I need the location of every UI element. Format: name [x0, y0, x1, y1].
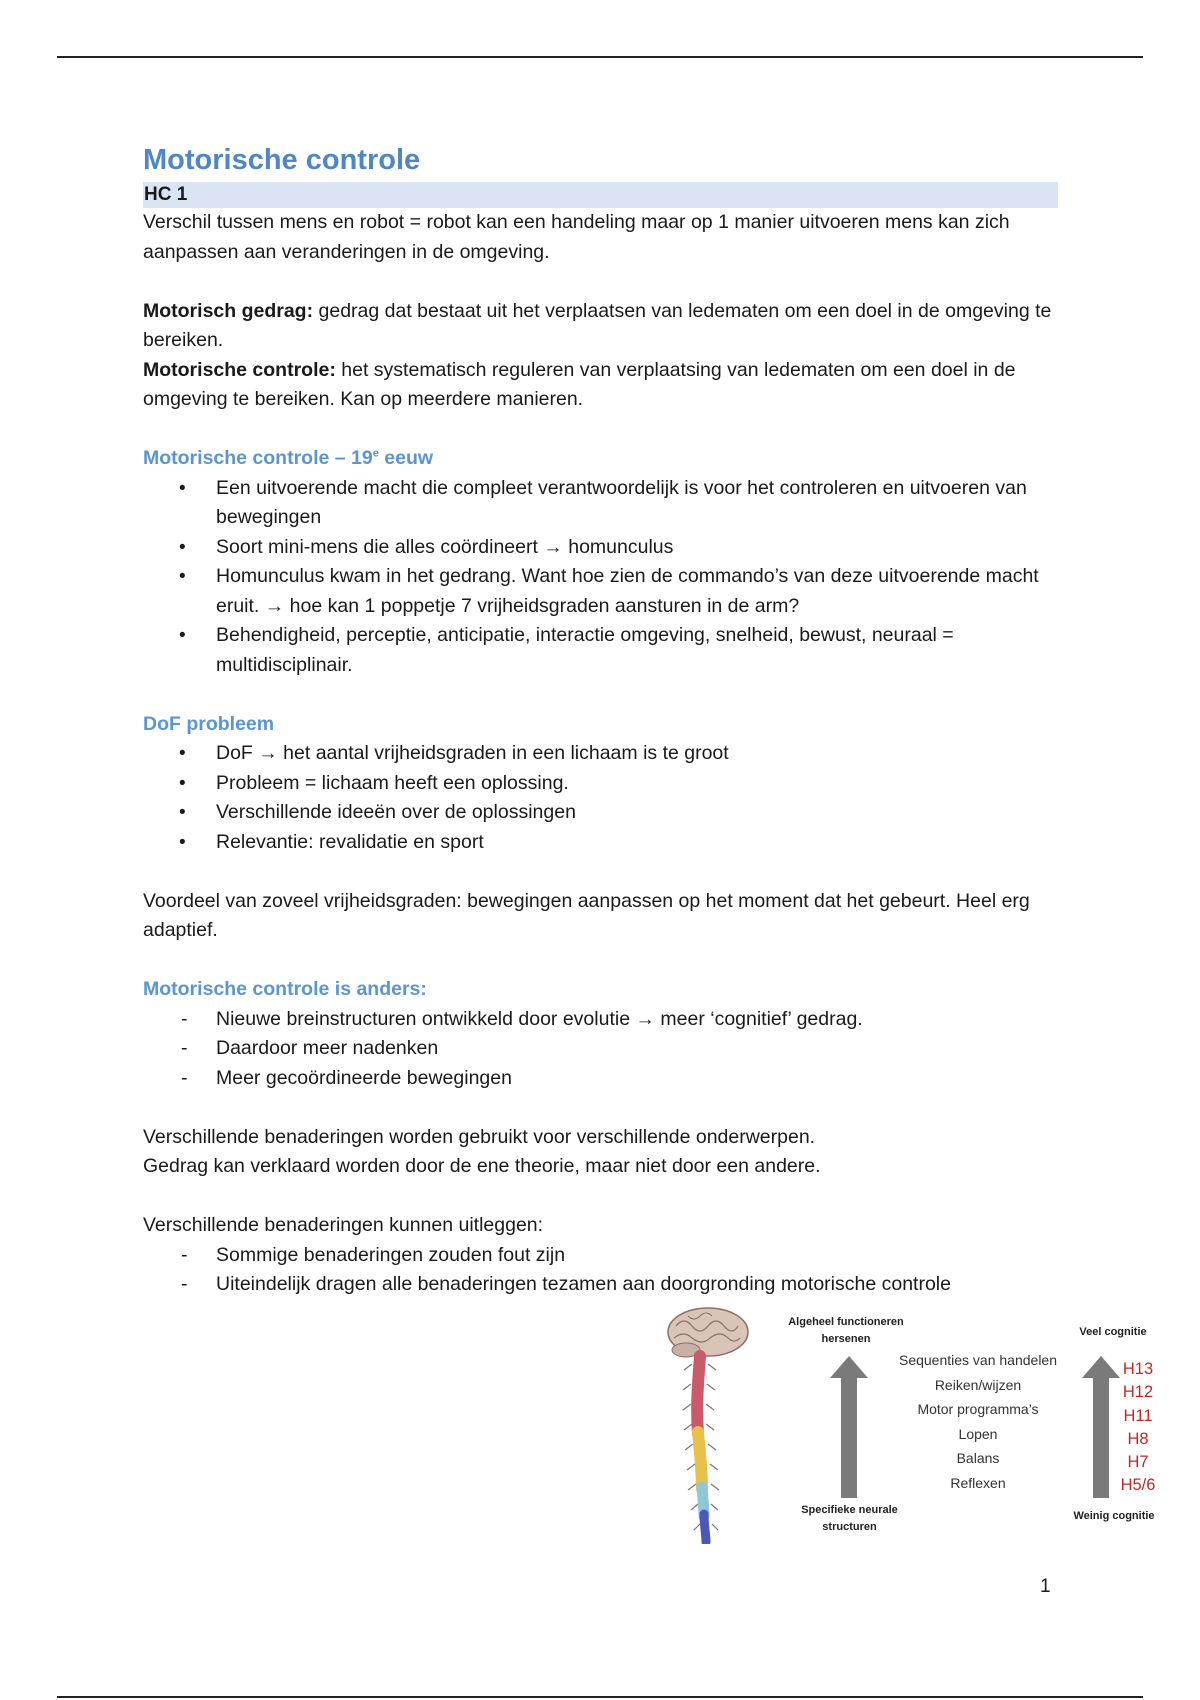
- definition-text: gedrag dat bestaat uit het verplaatsen van ledematen om een doel in de omgeving te bereiken.: [143, 299, 1052, 351]
- list-item: - Daardoor meer nadenken: [143, 1034, 1058, 1064]
- chapter-label: H11: [1123, 1406, 1153, 1425]
- list-item: - Meer gecoördineerde bewegingen: [143, 1064, 1058, 1094]
- arrow-up-icon: [1082, 1356, 1120, 1498]
- figure-label-top-right: Veel cognitie: [1079, 1326, 1147, 1338]
- definition-text: het systematisch reguleren van verplaatsing van ledematen om een doel in de omgeving te bereiken. Kan op meerdere manieren.: [143, 358, 1016, 410]
- definition-term: Motorische controle:: [143, 358, 336, 381]
- section-heading-dof: DoF probleem: [143, 712, 275, 735]
- motor-level: Balans: [956, 1450, 1000, 1466]
- benaderingen-uitleggen: Verschillende benaderingen kunnen uitleggen:: [143, 1214, 544, 1236]
- list-item: • Homunculus kwam in het gedrang. Want hoe zien de commando’s van deze uitvoerende macht eruit. → hoe kan 1 poppetje 7 vrijheidsgraden aansturen in de arm?: [143, 562, 1058, 621]
- list-item: • Probleem = lichaam heeft een oplossing.: [143, 769, 1058, 799]
- figure-label-top-left: Algeheel functioneren hersenen: [788, 1316, 904, 1345]
- section4-list: [143, 1241, 1058, 1300]
- list-item: • Een uitvoerende macht die compleet verantwoordelijk is voor het controleren en uitvoeren van bewegingen: [143, 474, 1058, 533]
- list-item: - Uiteindelijk dragen alle benaderingen tezamen aan doorgronding motorische controle: [143, 1270, 1058, 1300]
- list-item: • DoF → het aantal vrijheidsgraden in een lichaam is te groot: [143, 739, 1058, 769]
- section2-list: [143, 739, 1058, 857]
- lecture-heading: HC 1: [143, 182, 1058, 208]
- motor-level: Reiken/wijzen: [934, 1376, 1022, 1393]
- motor-level: Motor programma’s: [917, 1401, 1039, 1417]
- figure-label-bottom-right: Weinig cognitie: [1073, 1510, 1155, 1522]
- arrow-up-icon: [830, 1356, 868, 1498]
- benaderingen-line-1: Verschillende benaderingen worden gebruikt voor verschillende onderwerpen.: [143, 1125, 816, 1148]
- page-title: Motorische controle: [143, 144, 421, 176]
- chapter-label: H5/6: [1120, 1476, 1156, 1495]
- section3-list: [143, 1005, 1058, 1094]
- intro-paragraph: Verschil tussen mens en robot = robot kan een handeling maar op 1 manier uitvoeren mens kan zich aanpassen aan veranderingen in de omgeving.: [143, 211, 1010, 263]
- list-item: • Verschillende ideeën over de oplossingen: [143, 798, 1058, 828]
- list-item: - Sommige benaderingen zouden fout zijn: [143, 1241, 1058, 1271]
- section1-list: [143, 474, 1058, 681]
- page-content: [143, 142, 1058, 1300]
- section-heading-anders: Motorische controle is anders:: [143, 978, 427, 1000]
- motor-hierarchy-figure: [658, 1304, 1182, 1544]
- chapter-label: H12: [1122, 1383, 1154, 1402]
- chapter-list: [1118, 1358, 1158, 1498]
- motor-level: Lopen: [958, 1425, 998, 1442]
- chapter-label: H8: [1127, 1429, 1149, 1448]
- benaderingen-line-2: Gedrag kan verklaard worden door de ene theorie, maar niet door een andere.: [143, 1155, 821, 1177]
- page-number: 1: [1040, 1576, 1051, 1597]
- motor-level: Sequenties van handelen: [898, 1352, 1058, 1368]
- motor-levels-list: [888, 1348, 1068, 1495]
- definition-motorisch-gedrag: [143, 297, 1058, 356]
- figure-label-bottom-left: Specifieke neurale structuren: [801, 1504, 898, 1533]
- footer-rule: [57, 1696, 1143, 1698]
- list-item: • Behendigheid, perceptie, anticipatie, interactie omgeving, snelheid, bewust, neuraal = multidisciplinair.: [143, 621, 1058, 680]
- brain-illustration: [668, 1308, 748, 1357]
- list-item: • Soort mini-mens die alles coördineert → homunculus: [143, 533, 1058, 563]
- chapter-label: H7: [1127, 1453, 1149, 1472]
- definition-motorische-controle: [143, 356, 1058, 415]
- definition-term: Motorisch gedrag:: [143, 299, 314, 322]
- spinal-cord-illustration: [683, 1356, 719, 1542]
- motor-level: Reflexen: [950, 1474, 1006, 1491]
- list-item: - Nieuwe breinstructuren ontwikkeld door evolutie → meer ‘cognitief’ gedrag.: [143, 1005, 1058, 1035]
- list-item: • Relevantie: revalidatie en sport: [143, 828, 1058, 858]
- section-heading-19e-eeuw: Motorische controle – 19e eeuw: [143, 447, 434, 469]
- voordeel-paragraph: Voordeel van zoveel vrijheidsgraden: bewegingen aanpassen op het moment dat het gebeurt. Heel erg adaptief.: [143, 889, 1030, 941]
- header-rule: [57, 56, 1143, 58]
- chapter-label: H13: [1122, 1360, 1154, 1378]
